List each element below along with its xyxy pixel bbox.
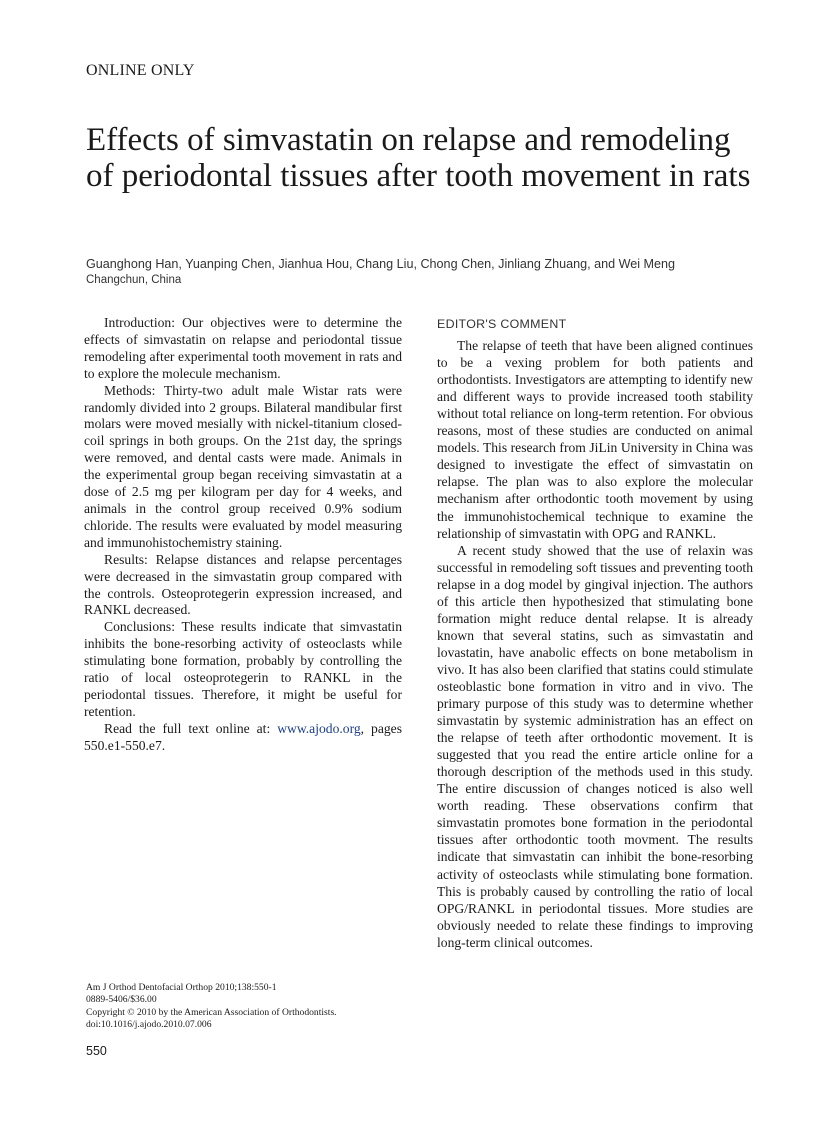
abstract [84, 315, 402, 755]
journal-citation: Am J Orthod Dentofacial Orthop 2010;138:550-1 [86, 982, 277, 993]
read-more-prefix: Read the full text online at: [104, 720, 278, 736]
affiliation: Changchun, China [86, 274, 182, 286]
section-label: ONLINE ONLY [86, 62, 195, 79]
article-title: Effects of simvastatin on relapse and remodeling of periodontal tissues after tooth movement in rats [86, 122, 751, 194]
issn: 0889-5406/$36.00 [86, 994, 157, 1006]
abstract-methods: Methods: Thirty-two adult male Wistar rats were randomly divided into 2 groups. Bilateral mandibular first molars were moved mesially with nickel-titanium closed-coil springs in both groups. On the 21st day, the springs were removed, and dental casts were made. Animals in the experimental group began receiving simvastatin at a dose of 2.5 mg per kilogram per day for 4 weeks, and animals in the control group received 0.9% sodium chloride. The results were evaluated by model measuring and immunohistochemistry staining. [84, 382, 402, 550]
page-number: 550 [86, 1044, 107, 1058]
editor-paragraph: The relapse of teeth that have been aligned continues to be a vexing problem for both patients and orthodontists. Investigators are attempting to identify new and different ways to provide increased tooth stability without total reliance on long-term retention. For obvious reasons, most of these studies are conducted on animal models. This research from JiLin University in China was designed to investigate the effect of simvastatin on relapse. The plan was to also explore the molecular mechanism after orthodontic tooth movement by using the immunohistochemical technique to examine the relationship of simvastatin with OPG and RANKL. [437, 338, 753, 541]
editor-comment-heading: EDITOR'S COMMENT [437, 317, 567, 331]
abstract-conclusions: Conclusions: These results indicate that simvastatin inhibits the bone-resorbing activity of osteoclasts while stimulating bone formation, probably by controlling the ratio of local osteoprotegerin to RANKL in the periodontal tissues. Therefore, it might be useful for retention. [84, 619, 402, 719]
author-list: Guanghong Han, Yuanping Chen, Jianhua Hou, Chang Liu, Chong Chen, Jinliang Zhuang, and Wei Meng [86, 257, 676, 271]
abstract-introduction: Introduction: Our objectives were to determine the effects of simvastatin on relapse and periodontal tissue remodeling after experimental tooth movement in rats and to explore the molecule mechanism. [84, 315, 402, 381]
doi: doi:10.1016/j.ajodo.2010.07.006 [86, 1019, 212, 1031]
footnote [86, 982, 337, 1032]
read-more [84, 721, 402, 755]
abstract-results: Results: Relapse distances and relapse percentages were decreased in the simvastatin group compared with the controls. Osteoprotegerin expression increased, and RANKL decreased. [84, 551, 402, 618]
editor-paragraph: A recent study showed that the use of relaxin was successful in remodeling soft tissues and preventing tooth relapse in a dog model by gingival injection. The authors of this article then hypothesized that stimulating bone formation might reduce dental relapse. It is already known that several statins, such as simvastatin and lovastatin, have anabolic effects on bone metabolism in vivo. It has also been clarified that statins could stimulate osteoblastic bone formation in vitro and in vivo. The primary purpose of this study was to determine whether simvastatin by systemic administration has an effect on the relapse of teeth after orthodontic movement. It is suggested that you read the entire article online for a thorough description of the methods used in this study. The entire discussion of changes noticed is also well worth reading. These observations confirm that simvastatin promotes bone formation in the periodontal tissues after orthodontic tooth movment. The results indicate that simvastatin can inhibit the bone-resorbing activity of osteoclasts while stimulating bone formation. This is probably caused by controlling the ratio of local OPG/RANKL in periodontal tissues. More studies are obviously needed to relate these findings to improving long-term clinical outcomes. [437, 542, 753, 950]
journal-link[interactable]: www.ajodo.org [277, 720, 361, 736]
read-more-suffix: , pages 550.e1-550.e7. [84, 720, 402, 753]
editor-comment [437, 316, 753, 951]
copyright: Copyright © 2010 by the American Association of Orthodontists. [86, 1006, 337, 1018]
